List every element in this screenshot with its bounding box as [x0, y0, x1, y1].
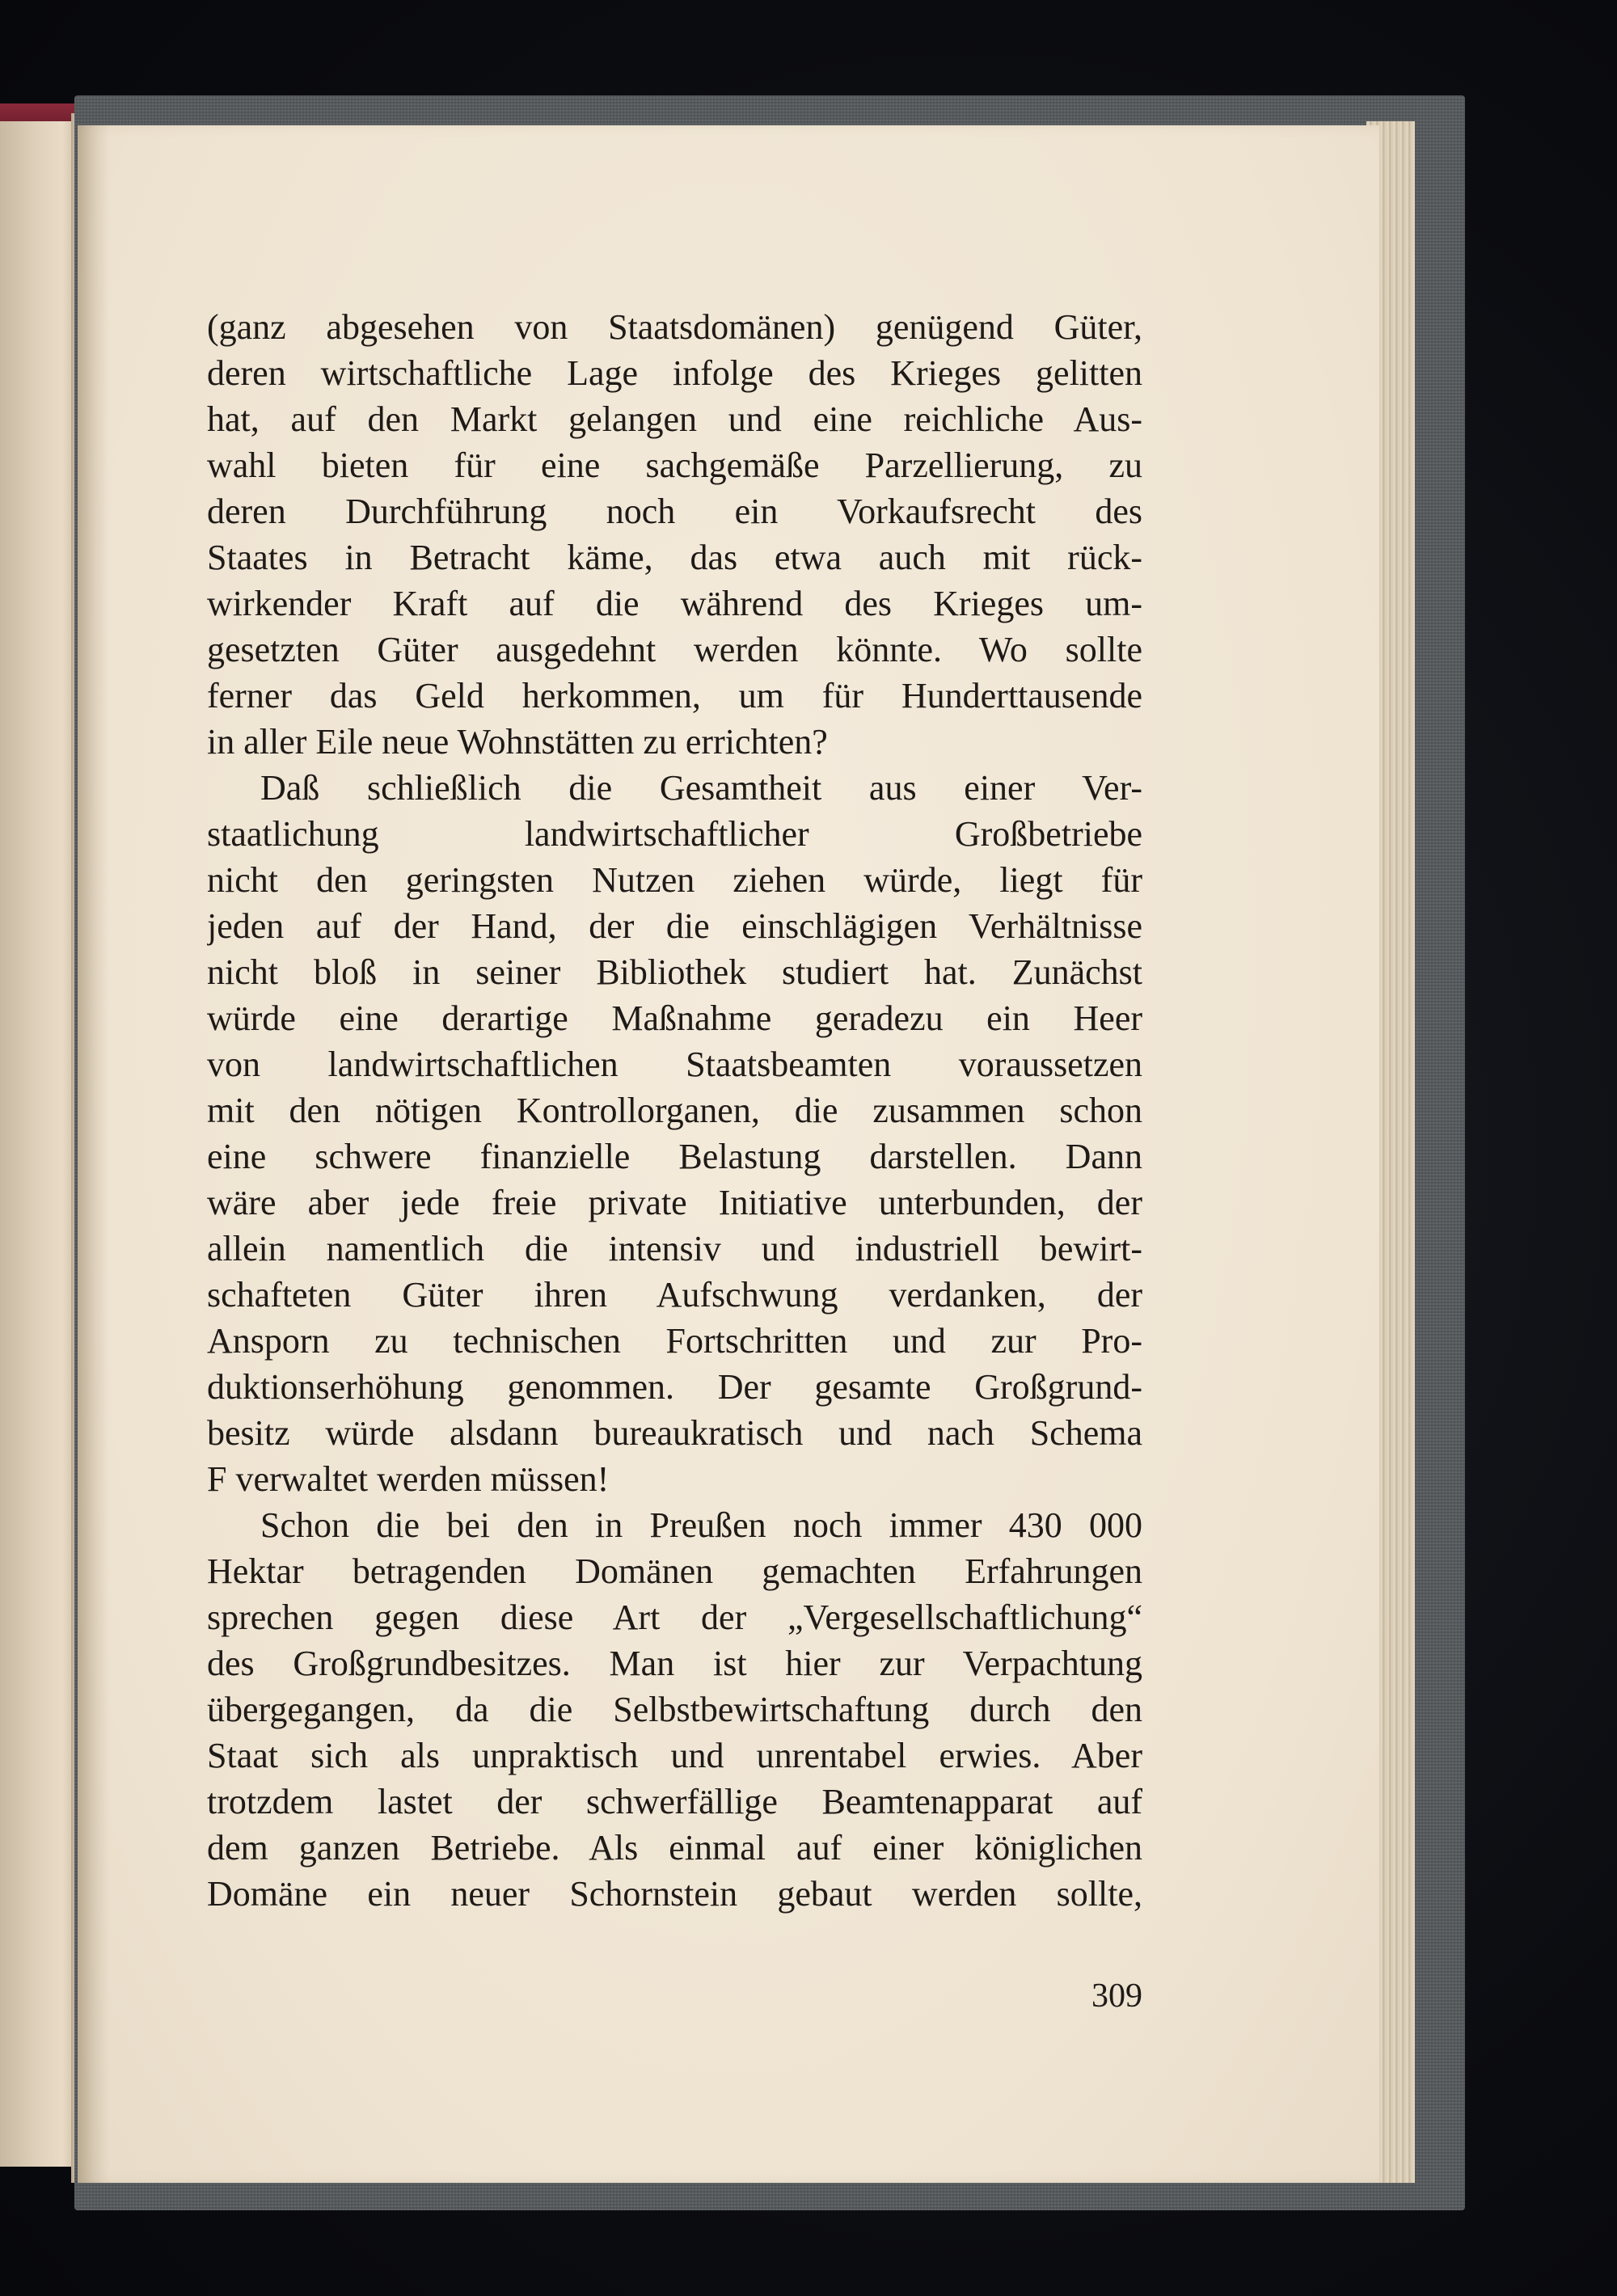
text-line: Hektar betragenden Domänen gemachten Erfahrungen — [207, 1551, 1142, 1591]
text-line: übergegangen, da die Selbstbewirtschaftung durch den — [207, 1690, 1142, 1729]
text-line: Staat sich als unpraktisch und unrentabel erwies. Aber — [207, 1736, 1142, 1775]
text-line: duktionserhöhung genommen. Der gesamte Großgrund- — [207, 1367, 1142, 1407]
text-line: deren wirtschaftliche Lage infolge des Krieges gelitten — [207, 353, 1142, 393]
text-line: (ganz abgesehen von Staatsdomänen) genügend Güter, — [207, 307, 1142, 347]
paragraph-2 — [207, 765, 1142, 1502]
text-line: staatlichung landwirtschaftlicher Großbetriebe — [207, 814, 1142, 854]
text-line: des Großgrundbesitzes. Man ist hier zur Verpachtung — [207, 1644, 1142, 1683]
text-line: deren Durchführung noch ein Vorkaufsrecht des — [207, 492, 1142, 531]
paragraph-1 — [207, 304, 1142, 765]
text-line: in aller Eile neue Wohnstätten zu errichten? — [207, 722, 828, 762]
text-line: von landwirtschaftlichen Staatsbeamten voraussetzen — [207, 1045, 1142, 1084]
text-line: jeden auf der Hand, der die einschlägigen Verhältnisse — [207, 906, 1142, 946]
page-text — [207, 304, 1142, 1917]
text-line: wäre aber jede freie private Initiative unterbunden, der — [207, 1183, 1142, 1222]
text-line: hat, auf den Markt gelangen und eine reichliche Aus- — [207, 399, 1142, 439]
text-line: würde eine derartige Maßnahme geradezu ein Heer — [207, 998, 1142, 1038]
text-line: ferner das Geld herkommen, um für Hunderttausende — [207, 676, 1142, 715]
text-line: trotzdem lastet der schwerfällige Beamtenapparat auf — [207, 1782, 1142, 1821]
text-line: besitz würde alsdann bureaukratisch und nach Schema — [207, 1413, 1142, 1453]
text-line: dem ganzen Betriebe. Als einmal auf einer königlichen — [207, 1828, 1142, 1868]
text-line: wirkender Kraft auf die während des Krieges um- — [207, 584, 1142, 623]
gutter-shadow — [78, 125, 110, 2183]
text-line: wahl bieten für eine sachgemäße Parzellierung, zu — [207, 445, 1142, 485]
text-line: allein namentlich die intensiv und industriell bewirt- — [207, 1229, 1142, 1268]
text-line: mit den nötigen Kontrollorganen, die zusammen schon — [207, 1091, 1142, 1130]
text-line: eine schwere finanzielle Belastung darstellen. Dann — [207, 1137, 1142, 1176]
text-line: Schon die bei den in Preußen noch immer 430 000 — [260, 1505, 1142, 1545]
previous-page-edge — [0, 121, 78, 2167]
text-line: Domäne ein neuer Schornstein gebaut werden sollte, — [207, 1874, 1142, 1914]
text-line: Staates in Betracht käme, das etwa auch mit rück- — [207, 538, 1142, 577]
text-line: nicht bloß in seiner Bibliothek studiert hat. Zunächst — [207, 952, 1142, 992]
text-line: F verwaltet werden müssen! — [207, 1459, 610, 1499]
page-number: 309 — [1091, 1977, 1142, 2015]
text-line: nicht den geringsten Nutzen ziehen würde, liegt für — [207, 860, 1142, 900]
text-line: schafteten Güter ihren Aufschwung verdanken, der — [207, 1275, 1142, 1315]
text-line: gesetzten Güter ausgedehnt werden könnte. Wo sollte — [207, 630, 1142, 669]
text-line: Ansporn zu technischen Fortschritten und zur Pro- — [207, 1321, 1142, 1361]
text-line: Daß schließlich die Gesamtheit aus einer Ver- — [260, 768, 1142, 808]
paragraph-3 — [207, 1502, 1142, 1917]
text-line: sprechen gegen diese Art der „Vergesellschaftlichung“ — [207, 1597, 1142, 1637]
